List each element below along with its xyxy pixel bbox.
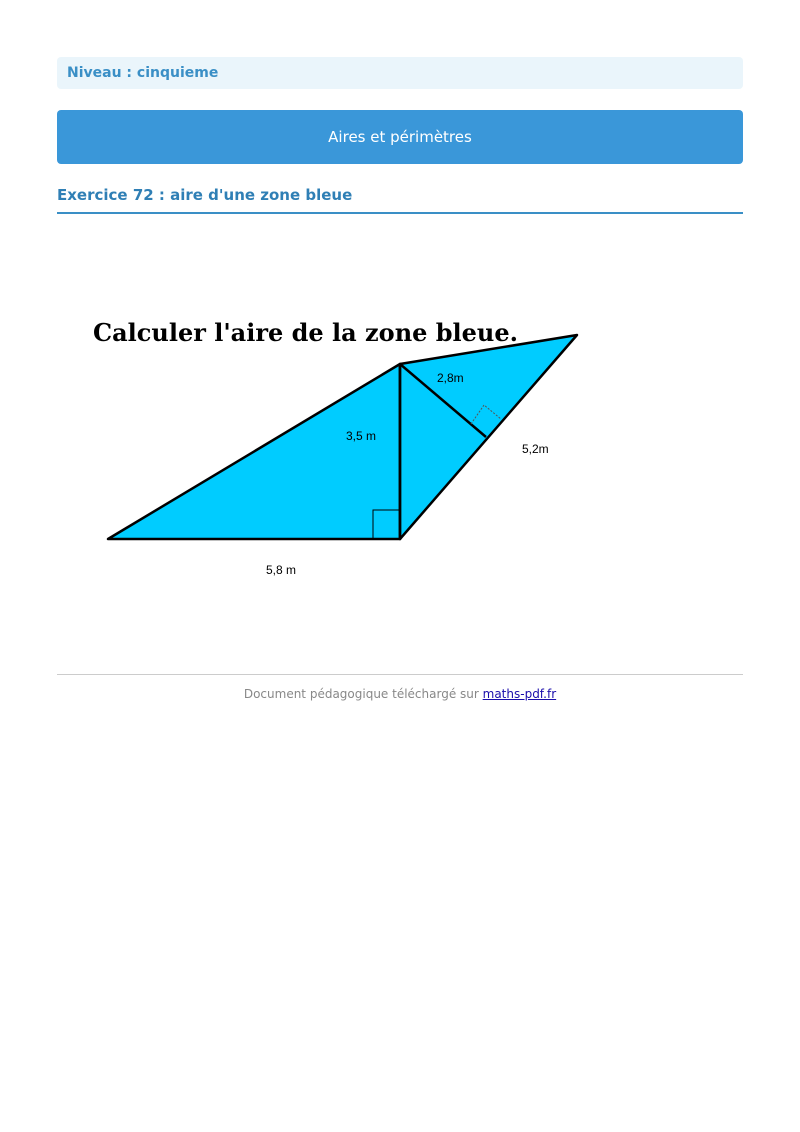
level-text: Niveau : cinquieme <box>67 65 219 81</box>
left-triangle <box>108 364 400 539</box>
base-label: 5,8 m <box>266 563 297 577</box>
topic-banner <box>57 110 743 164</box>
footer-link[interactable]: maths-pdf.fr <box>482 687 557 701</box>
footer-divider <box>57 674 743 675</box>
height-label: 3,5 m <box>346 429 377 443</box>
topic-title: Aires et périmètres <box>328 128 472 146</box>
level-box <box>57 57 743 89</box>
footer-text: Document pédagogique téléchargé sur <box>243 687 483 701</box>
geometry-figure <box>80 300 600 590</box>
footer <box>57 687 743 701</box>
right-triangle <box>400 335 577 539</box>
perpendicular-label: 2,8m <box>437 371 464 385</box>
figure-instruction: Calculer l'aire de la zone bleue. <box>93 318 519 347</box>
side-label: 5,2m <box>522 442 549 456</box>
exercise-title: Exercice 72 : aire d'une zone bleue <box>57 184 743 214</box>
